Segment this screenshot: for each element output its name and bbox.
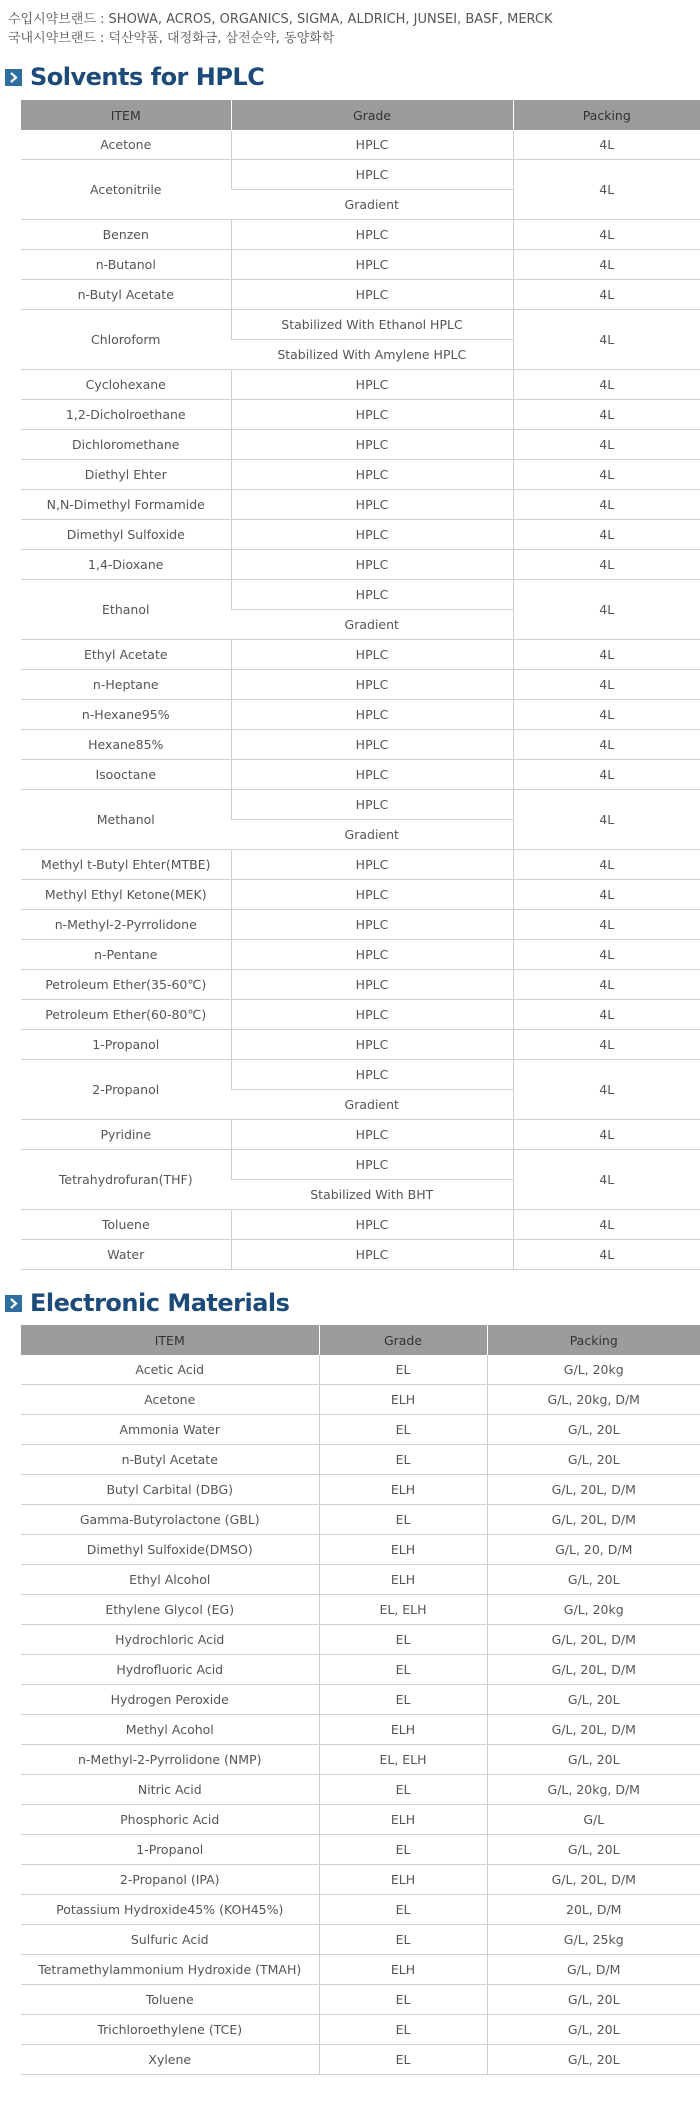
grade-cell: HPLC xyxy=(231,1210,513,1240)
item-cell: Toluene xyxy=(21,1210,231,1240)
item-cell: Tetrahydrofuran(THF) xyxy=(21,1150,231,1210)
item-cell: Methanol xyxy=(21,790,231,850)
table-row xyxy=(21,1625,700,1655)
electronic-section-heading xyxy=(5,1286,700,1320)
item-cell: 2-Propanol (IPA) xyxy=(21,1865,319,1895)
packing-cell: G/L, 20L, D/M xyxy=(487,1475,700,1505)
table-row xyxy=(21,1535,700,1565)
grade-cell: EL xyxy=(319,1355,487,1385)
import-brands: 수입시약브랜드 : SHOWA, ACROS, ORGANICS, SIGMA, ALDRICH, JUNSEI, BASF, MERCK xyxy=(8,12,553,27)
grade-cell: HPLC xyxy=(231,910,513,940)
table-row xyxy=(21,790,700,820)
grade-cell: EL xyxy=(319,1415,487,1445)
table-row xyxy=(21,1595,700,1625)
grade-cell: HPLC xyxy=(231,250,513,280)
item-cell: Acetone xyxy=(21,130,231,160)
packing-cell: G/L, 20L xyxy=(487,1835,700,1865)
grade-cell: EL xyxy=(319,2015,487,2045)
grade-cell: HPLC xyxy=(231,160,513,190)
table-row xyxy=(21,280,700,310)
table-row xyxy=(21,1565,700,1595)
item-cell: Potassium Hydroxide45% (KOH45%) xyxy=(21,1895,319,1925)
table-row xyxy=(21,2015,700,2045)
packing-cell: 4L xyxy=(513,1030,700,1060)
brand-lines xyxy=(0,0,700,48)
grade-cell: HPLC xyxy=(231,550,513,580)
chevron-right-icon xyxy=(5,69,22,86)
grade-cell: ELH xyxy=(319,1865,487,1895)
grade-cell: HPLC xyxy=(231,490,513,520)
grade-cell: ELH xyxy=(319,1475,487,1505)
electronic-table-body xyxy=(21,1355,700,2075)
packing-cell: G/L, 20kg xyxy=(487,1595,700,1625)
table-row xyxy=(21,1835,700,1865)
packing-cell: G/L, 20L xyxy=(487,1565,700,1595)
packing-cell: 4L xyxy=(513,280,700,310)
table-row xyxy=(21,220,700,250)
grade-cell: EL xyxy=(319,1445,487,1475)
grade-cell: Gradient xyxy=(231,820,513,850)
packing-cell: 4L xyxy=(513,580,700,640)
table-row xyxy=(21,1415,700,1445)
hplc-header-packing: Packing xyxy=(513,100,700,130)
grade-cell: EL xyxy=(319,1985,487,2015)
grade-cell: HPLC xyxy=(231,1000,513,1030)
item-cell: Petroleum Ether(35-60℃) xyxy=(21,970,231,1000)
table-row xyxy=(21,2045,700,2075)
item-cell: n-Heptane xyxy=(21,670,231,700)
grade-cell: HPLC xyxy=(231,130,513,160)
packing-cell: G/L, 25kg xyxy=(487,1925,700,1955)
packing-cell: G/L, 20L xyxy=(487,1445,700,1475)
packing-cell: 4L xyxy=(513,700,700,730)
packing-cell: 4L xyxy=(513,520,700,550)
packing-cell: 20L, D/M xyxy=(487,1895,700,1925)
packing-cell: 4L xyxy=(513,640,700,670)
grade-cell: Gradient xyxy=(231,610,513,640)
table-row xyxy=(21,1445,700,1475)
grade-cell: ELH xyxy=(319,1535,487,1565)
packing-cell: 4L xyxy=(513,910,700,940)
grade-cell: ELH xyxy=(319,1715,487,1745)
table-row xyxy=(21,1150,700,1180)
item-cell: Dimethyl Sulfoxide(DMSO) xyxy=(21,1535,319,1565)
table-row xyxy=(21,1715,700,1745)
packing-cell: G/L, 20L xyxy=(487,2045,700,2075)
item-cell: n-Butyl Acetate xyxy=(21,1445,319,1475)
grade-cell: HPLC xyxy=(231,1240,513,1270)
hplc-table-body xyxy=(21,130,700,1270)
grade-cell: Gradient xyxy=(231,1090,513,1120)
packing-cell: 4L xyxy=(513,550,700,580)
item-cell: Xylene xyxy=(21,2045,319,2075)
item-cell: Nitric Acid xyxy=(21,1775,319,1805)
item-cell: Chloroform xyxy=(21,310,231,370)
item-cell: n-Methyl-2-Pyrrolidone xyxy=(21,910,231,940)
packing-cell: 4L xyxy=(513,370,700,400)
table-row xyxy=(21,1685,700,1715)
grade-cell: HPLC xyxy=(231,880,513,910)
hplc-table xyxy=(21,100,700,1270)
grade-cell: Gradient xyxy=(231,190,513,220)
item-cell: Diethyl Ehter xyxy=(21,460,231,490)
grade-cell: ELH xyxy=(319,1805,487,1835)
item-cell: 1,2-Dicholroethane xyxy=(21,400,231,430)
grade-cell: EL xyxy=(319,1685,487,1715)
table-row xyxy=(21,880,700,910)
item-cell: Acetone xyxy=(21,1385,319,1415)
table-row xyxy=(21,1210,700,1240)
item-cell: Ethyl Acetate xyxy=(21,640,231,670)
item-cell: n-Butyl Acetate xyxy=(21,280,231,310)
item-cell: Tetramethylammonium Hydroxide (TMAH) xyxy=(21,1955,319,1985)
table-row xyxy=(21,640,700,670)
packing-cell: G/L, 20L, D/M xyxy=(487,1655,700,1685)
packing-cell: 4L xyxy=(513,1150,700,1210)
table-row xyxy=(21,310,700,340)
table-row xyxy=(21,1775,700,1805)
table-row xyxy=(21,1475,700,1505)
table-row xyxy=(21,370,700,400)
table-row xyxy=(21,1985,700,2015)
packing-cell: 4L xyxy=(513,760,700,790)
item-cell: Dichloromethane xyxy=(21,430,231,460)
table-row xyxy=(21,730,700,760)
packing-cell: 4L xyxy=(513,250,700,280)
grade-cell: HPLC xyxy=(231,850,513,880)
grade-cell: HPLC xyxy=(231,220,513,250)
grade-cell: HPLC xyxy=(231,640,513,670)
item-cell: Isooctane xyxy=(21,760,231,790)
grade-cell: HPLC xyxy=(231,1120,513,1150)
table-row xyxy=(21,1895,700,1925)
table-row xyxy=(21,490,700,520)
table-row xyxy=(21,1030,700,1060)
hplc-section-title: Solvents for HPLC xyxy=(30,63,265,91)
grade-cell: ELH xyxy=(319,1385,487,1415)
item-cell: 1,4-Dioxane xyxy=(21,550,231,580)
item-cell: Methyl Acohol xyxy=(21,1715,319,1745)
packing-cell: 4L xyxy=(513,460,700,490)
item-cell: Methyl t-Butyl Ehter(MTBE) xyxy=(21,850,231,880)
grade-cell: HPLC xyxy=(231,1150,513,1180)
packing-cell: G/L, 20L, D/M xyxy=(487,1865,700,1895)
electronic-table xyxy=(21,1325,700,2075)
item-cell: Acetonitrile xyxy=(21,160,231,220)
table-row xyxy=(21,1240,700,1270)
packing-cell: G/L, 20L, D/M xyxy=(487,1505,700,1535)
packing-cell: 4L xyxy=(513,490,700,520)
packing-cell: 4L xyxy=(513,970,700,1000)
grade-cell: HPLC xyxy=(231,730,513,760)
item-cell: n-Methyl-2-Pyrrolidone (NMP) xyxy=(21,1745,319,1775)
item-cell: 1-Propanol xyxy=(21,1030,231,1060)
table-row xyxy=(21,970,700,1000)
packing-cell: 4L xyxy=(513,940,700,970)
item-cell: Benzen xyxy=(21,220,231,250)
item-cell: N,N-Dimethyl Formamide xyxy=(21,490,231,520)
packing-cell: 4L xyxy=(513,790,700,850)
packing-cell: G/L, 20kg xyxy=(487,1355,700,1385)
packing-cell: G/L, 20L xyxy=(487,1685,700,1715)
item-cell: Acetic Acid xyxy=(21,1355,319,1385)
grade-cell: HPLC xyxy=(231,370,513,400)
table-row xyxy=(21,940,700,970)
hplc-header-item: ITEM xyxy=(21,100,231,130)
grade-cell: EL xyxy=(319,1895,487,1925)
table-row xyxy=(21,910,700,940)
grade-cell: HPLC xyxy=(231,670,513,700)
table-row xyxy=(21,400,700,430)
table-row xyxy=(21,850,700,880)
packing-cell: 4L xyxy=(513,130,700,160)
grade-cell: ELH xyxy=(319,1955,487,1985)
packing-cell: 4L xyxy=(513,1060,700,1120)
grade-cell: HPLC xyxy=(231,790,513,820)
grade-cell: HPLC xyxy=(231,700,513,730)
grade-cell: HPLC xyxy=(231,400,513,430)
table-row xyxy=(21,1865,700,1895)
table-row xyxy=(21,1120,700,1150)
electronic-header-packing: Packing xyxy=(487,1325,700,1355)
hplc-header-grade: Grade xyxy=(231,100,513,130)
table-row xyxy=(21,1925,700,1955)
table-row xyxy=(21,460,700,490)
table-row xyxy=(21,700,700,730)
item-cell: Toluene xyxy=(21,1985,319,2015)
grade-cell: EL xyxy=(319,1835,487,1865)
item-cell: Butyl Carbital (DBG) xyxy=(21,1475,319,1505)
grade-cell: EL, ELH xyxy=(319,1595,487,1625)
packing-cell: 4L xyxy=(513,220,700,250)
grade-cell: EL xyxy=(319,1925,487,1955)
packing-cell: 4L xyxy=(513,880,700,910)
item-cell: Cyclohexane xyxy=(21,370,231,400)
item-cell: Trichloroethylene (TCE) xyxy=(21,2015,319,2045)
table-row xyxy=(21,1655,700,1685)
packing-cell: 4L xyxy=(513,850,700,880)
item-cell: Methyl Ethyl Ketone(MEK) xyxy=(21,880,231,910)
grade-cell: EL xyxy=(319,1625,487,1655)
hplc-header-row xyxy=(21,100,700,130)
packing-cell: 4L xyxy=(513,730,700,760)
grade-cell: HPLC xyxy=(231,520,513,550)
item-cell: Water xyxy=(21,1240,231,1270)
table-row xyxy=(21,130,700,160)
table-row xyxy=(21,1355,700,1385)
grade-cell: ELH xyxy=(319,1565,487,1595)
packing-cell: G/L, 20L, D/M xyxy=(487,1715,700,1745)
item-cell: Ethylene Glycol (EG) xyxy=(21,1595,319,1625)
item-cell: Ammonia Water xyxy=(21,1415,319,1445)
item-cell: Gamma-Butyrolactone (GBL) xyxy=(21,1505,319,1535)
item-cell: Petroleum Ether(60-80℃) xyxy=(21,1000,231,1030)
grade-cell: Stabilized With BHT xyxy=(231,1180,513,1210)
item-cell: Phosphoric Acid xyxy=(21,1805,319,1835)
grade-cell: HPLC xyxy=(231,1060,513,1090)
item-cell: Hexane85% xyxy=(21,730,231,760)
table-row xyxy=(21,1505,700,1535)
packing-cell: G/L xyxy=(487,1805,700,1835)
grade-cell: HPLC xyxy=(231,460,513,490)
hplc-section-heading xyxy=(5,60,700,94)
grade-cell: HPLC xyxy=(231,1030,513,1060)
chevron-right-icon xyxy=(5,1295,22,1312)
packing-cell: 4L xyxy=(513,1000,700,1030)
item-cell: Hydrochloric Acid xyxy=(21,1625,319,1655)
grade-cell: HPLC xyxy=(231,280,513,310)
table-row xyxy=(21,520,700,550)
packing-cell: 4L xyxy=(513,1210,700,1240)
table-row xyxy=(21,430,700,460)
table-row xyxy=(21,1745,700,1775)
domestic-brands: 국내시약브랜드 : 덕산약품, 대정화금, 삼전순약, 동양화학 xyxy=(8,31,335,46)
item-cell: Ethyl Alcohol xyxy=(21,1565,319,1595)
electronic-header-item: ITEM xyxy=(21,1325,319,1355)
grade-cell: EL, ELH xyxy=(319,1745,487,1775)
table-row xyxy=(21,1060,700,1090)
electronic-header-grade: Grade xyxy=(319,1325,487,1355)
item-cell: 1-Propanol xyxy=(21,1835,319,1865)
grade-cell: EL xyxy=(319,2045,487,2075)
packing-cell: 4L xyxy=(513,310,700,370)
item-cell: Sulfuric Acid xyxy=(21,1925,319,1955)
packing-cell: G/L, 20L, D/M xyxy=(487,1625,700,1655)
table-row xyxy=(21,760,700,790)
grade-cell: Stabilized With Ethanol HPLC xyxy=(231,310,513,340)
item-cell: n-Butanol xyxy=(21,250,231,280)
table-row xyxy=(21,670,700,700)
table-row xyxy=(21,1955,700,1985)
electronic-header-row xyxy=(21,1325,700,1355)
packing-cell: G/L, 20L xyxy=(487,1415,700,1445)
packing-cell: G/L, D/M xyxy=(487,1955,700,1985)
packing-cell: G/L, 20, D/M xyxy=(487,1535,700,1565)
packing-cell: 4L xyxy=(513,400,700,430)
table-row xyxy=(21,160,700,190)
item-cell: Pyridine xyxy=(21,1120,231,1150)
item-cell: Hydrogen Peroxide xyxy=(21,1685,319,1715)
grade-cell: HPLC xyxy=(231,970,513,1000)
table-row xyxy=(21,580,700,610)
packing-cell: G/L, 20L xyxy=(487,2015,700,2045)
table-row xyxy=(21,1805,700,1835)
grade-cell: Stabilized With Amylene HPLC xyxy=(231,340,513,370)
item-cell: n-Hexane95% xyxy=(21,700,231,730)
packing-cell: G/L, 20L xyxy=(487,1985,700,2015)
table-row xyxy=(21,1000,700,1030)
item-cell: Ethanol xyxy=(21,580,231,640)
packing-cell: 4L xyxy=(513,1120,700,1150)
table-row xyxy=(21,1385,700,1415)
item-cell: Dimethyl Sulfoxide xyxy=(21,520,231,550)
packing-cell: 4L xyxy=(513,1240,700,1270)
grade-cell: HPLC xyxy=(231,760,513,790)
grade-cell: EL xyxy=(319,1655,487,1685)
packing-cell: G/L, 20kg, D/M xyxy=(487,1775,700,1805)
grade-cell: EL xyxy=(319,1775,487,1805)
grade-cell: HPLC xyxy=(231,940,513,970)
packing-cell: 4L xyxy=(513,430,700,460)
electronic-section-title: Electronic Materials xyxy=(30,1289,290,1317)
item-cell: Hydrofluoric Acid xyxy=(21,1655,319,1685)
packing-cell: G/L, 20L xyxy=(487,1745,700,1775)
grade-cell: HPLC xyxy=(231,430,513,460)
table-row xyxy=(21,250,700,280)
packing-cell: G/L, 20kg, D/M xyxy=(487,1385,700,1415)
packing-cell: 4L xyxy=(513,670,700,700)
grade-cell: EL xyxy=(319,1505,487,1535)
packing-cell: 4L xyxy=(513,160,700,220)
grade-cell: HPLC xyxy=(231,580,513,610)
item-cell: 2-Propanol xyxy=(21,1060,231,1120)
item-cell: n-Pentane xyxy=(21,940,231,970)
table-row xyxy=(21,550,700,580)
